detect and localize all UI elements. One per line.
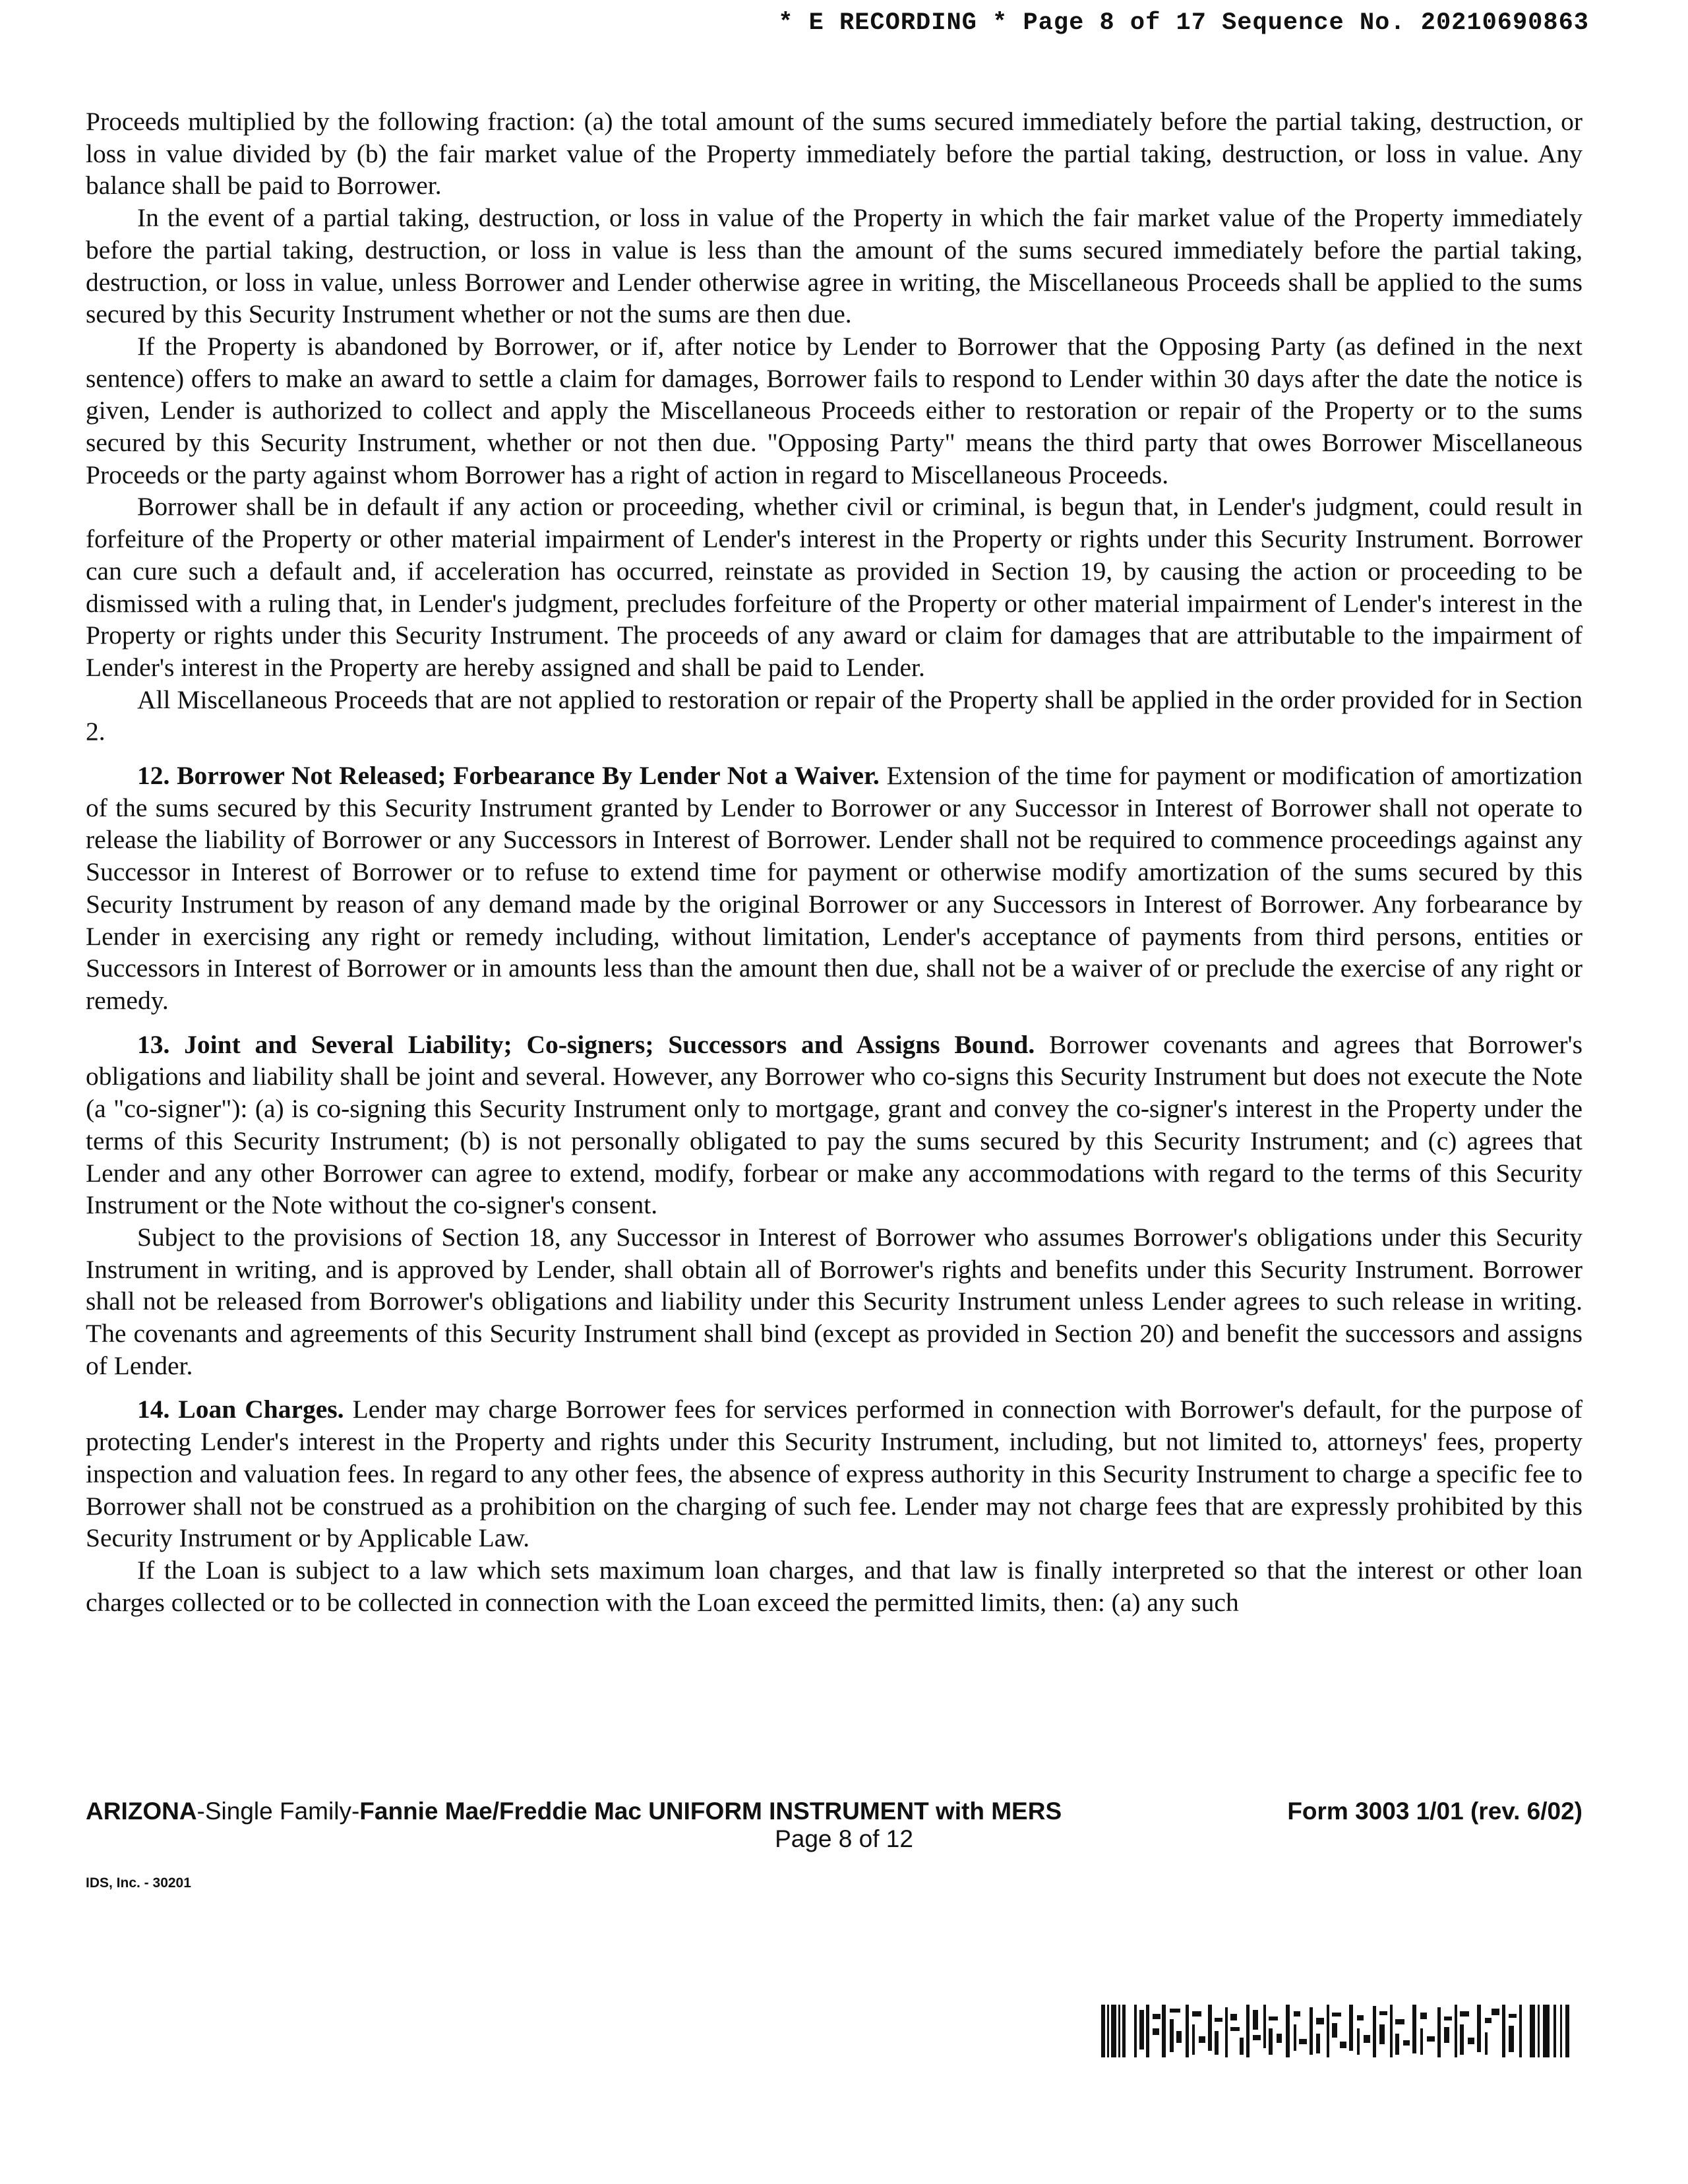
- footer-form-number: Form 3003 1/01 (rev. 6/02): [1287, 1798, 1582, 1825]
- recording-header: * E RECORDING * Page 8 of 17 Sequence No. 20210690863: [778, 9, 1589, 37]
- paragraph-proceeds-fraction: Proceeds multiplied by the following fraction: (a) the total amount of the sums secured immediately before the partial taking, destruction, or loss in value divided by (b) the fair market value of the Property immediately before the partial taking, destruction, or loss in value. Any balance shall be paid to Borrower.: [86, 107, 1582, 200]
- section-14-paragraph-2: If the Loan is subject to a law which sets maximum loan charges, and that law is finally interpreted so that the interest or other loan charges collected or to be collected in connection with the Loan exceed the permitted limits, then: (a) any such: [86, 1555, 1582, 1617]
- section-14: [86, 1393, 1582, 1554]
- section-12: [86, 760, 1582, 1017]
- section-13-text: Borrower covenants and agrees that Borrower's obligations and liability shall be joint and several. However, any Borrower who co-signs this Security Instrument but does not execute the Note (a "co-signer"): (a) is co-signing this Security Instrument only to mortgage, grant and convey the co-signer's interest in the Property under the terms of this Security Instrument; (b) is not personally obligated to pay the sums secured by this Security Instrument; and (c) agrees that Lender and any other Borrower can agree to extend, modify, forbear or make any accommodations with regard to the terms of this Security Instrument or the Note without the co-signer's consent.: [86, 1029, 1582, 1220]
- footer-title-line: [86, 1798, 1582, 1825]
- barcode-image: [1101, 2005, 1582, 2057]
- footer-instrument-title: Fannie Mae/Freddie Mac UNIFORM INSTRUMENT with MERS: [359, 1798, 1062, 1825]
- section-14-heading: 14. Loan Charges.: [137, 1395, 344, 1424]
- section-12-heading: 12. Borrower Not Released; Forbearance By Lender Not a Waiver.: [137, 761, 880, 791]
- paragraph-default: Borrower shall be in default if any action or proceeding, whether civil or criminal, is begun that, in Lender's judgment, could result in forfeiture of the Property or other material impairment of Lender's interest in the Property or rights under this Security Instrument. Borrower can cure such a default and, if acceleration has occurred, reinstate as provided in Section 19, by causing the action or proceeding to be dismissed with a ruling that, in Lender's judgment, precludes forfeiture of the Property or other material impairment of Lender's interest in the Property or rights under this Security Instrument. The proceeds of any award or claim for damages that are attributable to the impairment of Lender's interest in the Property are hereby assigned and shall be paid to Lender.: [86, 492, 1582, 682]
- footer-page-number: Page 8 of 12: [775, 1825, 913, 1852]
- section-13-paragraph-2: Subject to the provisions of Section 18, any Successor in Interest of Borrower who assumes Borrower's obligations under this Security Instrument in writing, and is approved by Lender, shall obtain all of Borrower's rights and benefits under this Security Instrument. Borrower shall not be released from Borrower's obligations and liability under this Security Instrument unless Lender agrees to such release in writing. The covenants and agreements of this Security Instrument shall bind (except as provided in Section 20) and benefit the successors and assigns of Lender.: [86, 1222, 1582, 1380]
- footer-ids: IDS, Inc. - 30201: [86, 1875, 191, 1891]
- footer-separator: -Single Family-: [196, 1798, 360, 1825]
- paragraph-partial-taking: In the event of a partial taking, destruction, or loss in value of the Property in which the fair market value of the Property immediately before the partial taking, destruction, or loss in value is less than the amount of the sums secured immediately before the partial taking, destruction, or loss in value, unless Borrower and Lender otherwise agree in writing, the Miscellaneous Proceeds shall be applied to the sums secured by this Security Instrument whether or not the sums are then due.: [86, 203, 1582, 329]
- footer-state: ARIZONA: [86, 1798, 197, 1825]
- paragraph-misc-proceeds: All Miscellaneous Proceeds that are not applied to restoration or repair of the Property shall be applied in the order provided for in Section 2.: [86, 684, 1582, 746]
- section-14-text: Lender may charge Borrower fees for services performed in connection with Borrower's default, for the purpose of protecting Lender's interest in the Property and rights under this Security Instrument, including, but not limited to, attorneys' fees, property inspection and valuation fees. In regard to any other fees, the absence of express authority in this Security Instrument to charge a specific fee to Borrower shall not be construed as a prohibition on the charging of such fee. Lender may not charge fees that are expressly prohibited by this Security Instrument or by Applicable Law.: [86, 1395, 1582, 1553]
- document-body: [86, 106, 1582, 1618]
- section-12-text: Extension of the time for payment or modification of amortization of the sums secured by this Security Instrument granted by Lender to Borrower or any Successor in Interest of Borrower shall not operate to release the liability of Borrower or any Successors in Interest of Borrower. Lender shall not be required to commence proceedings against any Successor in Interest of Borrower or to refuse to extend time for payment or otherwise modify amortization of the sums secured by this Security Instrument by reason of any demand made by the original Borrower or any Successors in Interest of Borrower. Any forbearance by Lender in exercising any right or remedy including, without limitation, Lender's acceptance of payments from third persons, entities or Successors in Interest of Borrower or in amounts less than the amount then due, shall not be a waiver of or preclude the exercise of any right or remedy.: [86, 761, 1583, 1015]
- paragraph-abandonment: If the Property is abandoned by Borrower, or if, after notice by Lender to Borrower that the Opposing Party (as defined in the next sentence) offers to make an award to settle a claim for damages, Borrower fails to respond to Lender within 30 days after the date the notice is given, Lender is authorized to collect and apply the Miscellaneous Proceeds either to restoration or repair of the Property or to the sums secured by this Security Instrument, whether or not then due. "Opposing Party" means the third party that owes Borrower Miscellaneous Proceeds or the party against whom Borrower has a right of action in regard to Miscellaneous Proceeds.: [86, 331, 1582, 489]
- section-13: [86, 1029, 1582, 1221]
- section-13-heading: 13. Joint and Several Liability; Co-signers; Successors and Assigns Bound.: [137, 1029, 1035, 1059]
